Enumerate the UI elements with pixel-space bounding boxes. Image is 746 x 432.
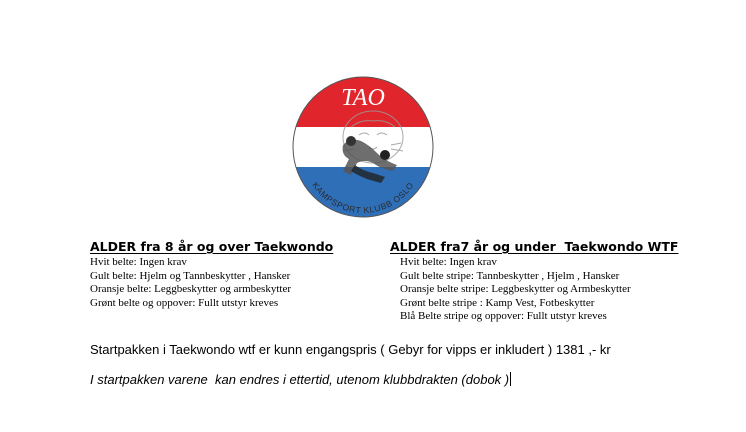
requirement-line: Hvit belte: Ingen krav bbox=[90, 256, 187, 268]
club-logo bbox=[281, 75, 445, 219]
requirement-line: Grønt belte stripe : Kamp Vest, Fotbeskytter bbox=[400, 296, 595, 309]
age-7-and-under-column bbox=[390, 239, 678, 324]
text-cursor bbox=[510, 372, 511, 386]
column-heading: ALDER fra 8 år og over Taekwondo bbox=[90, 239, 334, 254]
logo-ring-text-path: KAMPSPORT KLUBB OSLO bbox=[310, 180, 416, 216]
column-heading: ALDER fra7 år og under Taekwondo WTF bbox=[390, 239, 679, 254]
logo-title: TAO bbox=[341, 85, 385, 111]
requirement-line: Oransje belte stripe: Leggbeskytter og Armbeskytter bbox=[400, 283, 631, 295]
note-text: I startpakken varene kan endres i ettertid, utenom klubbdrakten (dobok ) bbox=[90, 372, 510, 387]
requirements-list bbox=[390, 256, 678, 324]
requirement-line: Hvit belte: Ingen krav bbox=[400, 256, 497, 268]
start-package-price-paragraph[interactable]: Startpakken i Taekwondo wtf er kunn engangspris ( Gebyr for vipps er inkludert ) 1381 ,- kr bbox=[90, 342, 611, 357]
requirement-line: Oransje belte: Leggbeskytter og armbeskytter bbox=[90, 283, 291, 295]
requirement-line: Blå Belte stripe og oppover: Fullt utstyr kreves bbox=[400, 310, 607, 322]
requirement-line: Gult belte: Hjelm og Tannbeskytter , Hansker bbox=[90, 269, 291, 282]
requirement-line: Gult belte stripe: Tannbeskytter , Hjelm , Hansker bbox=[400, 269, 620, 282]
requirement-line: Grønt belte og oppover: Fullt utstyr kreves bbox=[90, 296, 279, 309]
age-8-and-over-column bbox=[90, 239, 333, 310]
requirements-list bbox=[90, 256, 333, 310]
start-package-note-paragraph[interactable] bbox=[90, 372, 511, 388]
club-logo-graphic bbox=[281, 75, 445, 219]
